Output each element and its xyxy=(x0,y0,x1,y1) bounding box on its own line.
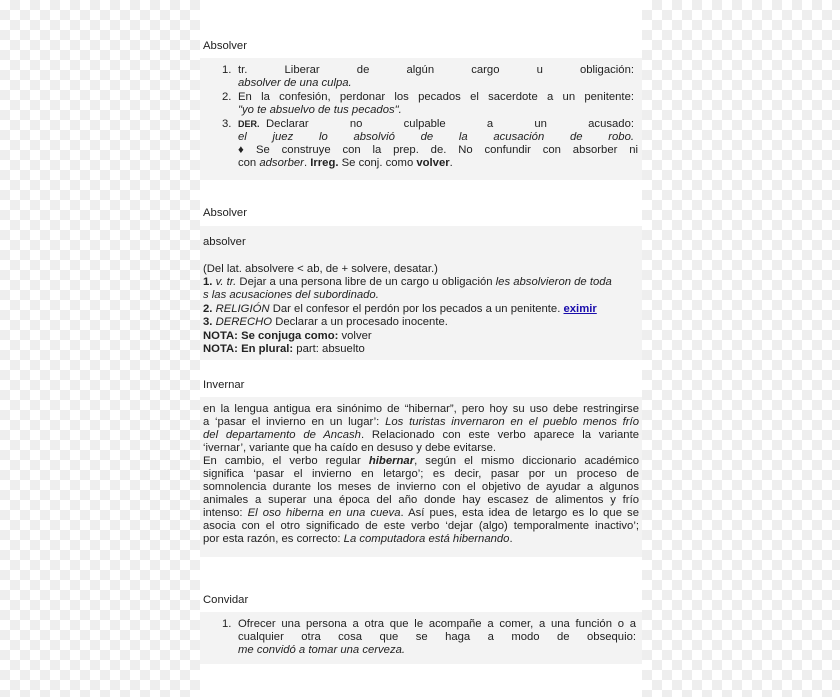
example: Los turistas invernaron en el pueblo menos frío xyxy=(385,416,639,428)
definition-line: tr. Liberar de algún cargo u obligación: xyxy=(238,64,634,76)
definition-line xyxy=(203,316,448,329)
example: del departamento de Ancash xyxy=(203,429,361,441)
usage-note-line: Se construye con la prep. de. No confundir con absorber ni xyxy=(256,144,638,156)
paragraph-line: animales a superar una época del año donde hay escasez de alimentos y frío xyxy=(203,494,639,506)
note-text: con xyxy=(238,157,260,169)
left-margin xyxy=(0,0,200,697)
def-text: Declarar a un procesado inocente. xyxy=(275,316,448,328)
entry-title-convidar: Convidar xyxy=(203,594,249,606)
note-word: volver xyxy=(416,157,450,169)
definition-line xyxy=(203,303,597,316)
text: . Así pues, esta idea de letargo es lo que se xyxy=(400,507,639,519)
keyword: hibernar xyxy=(368,455,415,467)
etymology: (Del lat. absolvere < ab, de + solvere, desatar.) xyxy=(203,263,438,275)
paragraph-line: significa ‘pasar el invierno en letargo’; es decir, pasar por un proceso de xyxy=(203,468,639,480)
definition-block-absolver xyxy=(200,58,642,180)
note-word: adsorber xyxy=(259,157,304,169)
document-page xyxy=(200,0,642,697)
paragraph-line xyxy=(203,429,639,442)
def-category: DERECHO xyxy=(215,316,273,328)
note-text: Se conj. como xyxy=(338,157,417,169)
text: En cambio, el verbo regular xyxy=(203,455,369,467)
definition-block-convidar xyxy=(200,612,642,664)
def-number: 1. xyxy=(203,276,213,288)
def-text: Dejar a una persona libre de un cargo u obligación xyxy=(239,276,493,288)
definition-text: Declarar no culpable a un acusado: xyxy=(266,118,634,130)
paragraph-line: somnolencia durante los meses de invierno con el objetivo de ayudar a algunos xyxy=(203,481,639,493)
note-label: NOTA: En plural: xyxy=(203,343,294,355)
paragraph-line: asocia con el otro significado de este verbo ‘dejar (algo) temporalmente inactivo’; xyxy=(203,520,639,532)
usage-note-line xyxy=(238,157,453,170)
example: El oso hiberna en una cueva xyxy=(247,507,401,519)
text: . Relacionado con este verbo aparece la variante xyxy=(360,429,639,441)
paragraph-line: ‘ivernar’, variante que ha caído en desuso y debe evitarse. xyxy=(203,442,497,454)
text: , según el mismo diccionario académico xyxy=(414,455,639,467)
paragraph-line xyxy=(203,416,639,429)
def-number: 2. xyxy=(203,303,213,315)
paragraph-line: en la lengua antigua era sinónimo de “hibernar”, pero hoy su uso debe restringirse xyxy=(203,403,639,415)
item-number: 1. xyxy=(222,618,232,630)
paragraph-line xyxy=(203,533,513,546)
usage-note-symbol: ♦ xyxy=(238,144,244,156)
def-text: Dar el confesor el perdón por los pecados a un penitente. xyxy=(272,303,561,315)
headword: absolver xyxy=(203,236,246,248)
note-text: . xyxy=(303,157,311,169)
entry-title-absolver-2: Absolver xyxy=(203,207,247,219)
def-category: RELIGIÓN xyxy=(215,303,270,315)
def-category: v. tr. xyxy=(215,276,237,288)
text: . xyxy=(509,533,513,545)
paragraph-line xyxy=(203,455,639,468)
text: por esta razón, es correcto: xyxy=(203,533,344,545)
note-label: Irreg. xyxy=(310,157,339,169)
def-number: 3. xyxy=(203,316,213,328)
right-margin xyxy=(642,0,840,697)
text: intenso: xyxy=(203,507,248,519)
example-line: me convidó a tomar una cerveza. xyxy=(238,644,406,656)
item-number: 1. xyxy=(222,64,232,76)
def-example: les absolvieron de toda xyxy=(495,276,612,288)
definition-block-absolver-2 xyxy=(200,226,642,360)
eximir-link[interactable]: eximir xyxy=(563,303,597,315)
entry-title-invernar: Invernar xyxy=(203,379,245,391)
definition-block-invernar xyxy=(200,397,642,557)
example-line: "yo te absuelvo de tus pecados". xyxy=(238,104,402,116)
definition-line xyxy=(238,118,634,131)
note-line xyxy=(203,343,365,356)
definition-line: Ofrecer una persona a otra que le acompañe a comer, a una función o a xyxy=(238,618,636,630)
definition-line xyxy=(203,276,612,289)
note-value: part: absuelto xyxy=(293,343,365,355)
note-line xyxy=(203,330,372,343)
example-line: el juez lo absolvió de la acusación de robo. xyxy=(238,131,634,143)
entry-title-absolver: Absolver xyxy=(203,40,247,52)
note-value: volver xyxy=(338,330,372,342)
text: a ‘pasar el invierno en un lugar’: xyxy=(203,416,386,428)
abbreviation: DER. xyxy=(238,119,260,129)
paragraph-line xyxy=(203,507,639,520)
item-number: 2. xyxy=(222,91,232,103)
example-line: absolver de una culpa. xyxy=(238,77,352,89)
definition-line: cualquier otra cosa que se haga a modo de obsequio: xyxy=(238,631,636,643)
item-number: 3. xyxy=(222,118,232,130)
example-line: s las acusaciones del subordinado. xyxy=(203,289,379,301)
example: La computadora está hibernando xyxy=(343,533,510,545)
note-text: . xyxy=(449,157,453,169)
note-label: NOTA: Se conjuga como: xyxy=(203,330,339,342)
definition-line: En la confesión, perdonar los pecados el sacerdote a un penitente: xyxy=(238,91,634,103)
